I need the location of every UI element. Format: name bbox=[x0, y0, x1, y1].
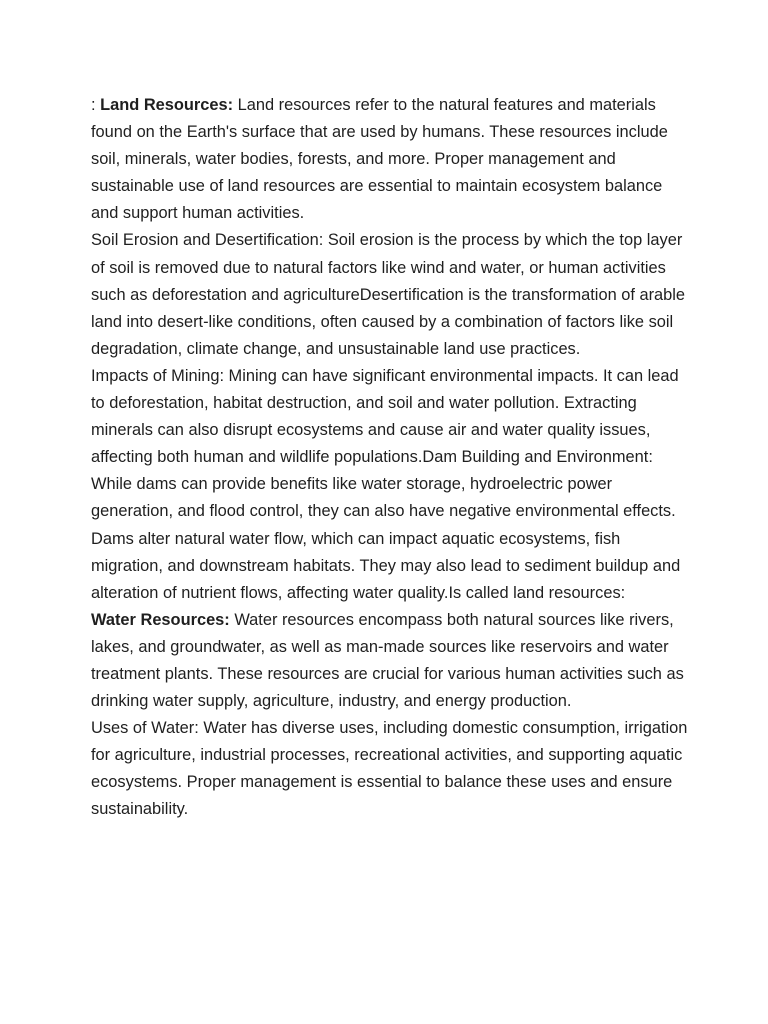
soil-erosion-paragraph: Soil Erosion and Desertification: Soil erosion is the process by which the top layer of soil is removed due to natural factors like wind and water, or human activities such as deforestation and agricultureDesertification is the transformation of arable land into desert-like conditions, often caused by a combination of factors like soil degradation, climate change, and unsustainable land use practices. bbox=[91, 231, 686, 358]
land-resources-heading: Land Resources: bbox=[100, 96, 234, 114]
mining-paragraph: Impacts of Mining: Mining can have significant environmental impacts. It can lead to deforestation, habitat destruction, and soil and water pollution. Extracting minerals can also disrupt ecosystems and cause air and water quality issues, affecting both human and wildlife populations.Dam Building and Environment: While dams can provide benefits like water storage, hydroelectric power generation, and flood control, they can also have negative environmental effects. Dams alter natural water flow, which can impact aquatic ecosystems, fish migration, and downstream habitats. They may also lead to sediment buildup and alteration of nutrient flows, affecting water quality.Is called land resources: bbox=[91, 366, 681, 602]
land-resources-text: Land resources refer to the natural features and materials found on the Earth's surface that are used by humans. These resources include soil, minerals, water bodies, forests, and more. Proper management and sustainable use of land resources are essential to maintain ecosystem balance and support human activities. bbox=[91, 96, 668, 223]
water-resources-heading: Water Resources: bbox=[91, 610, 230, 629]
water-resources-text: Water resources encompass both natural sources like rivers, lakes, and groundwater, as well as man-made sources like reservoirs and water treatment plants. These resources are crucial for various human activities such as drinking water supply, agriculture, industry, and energy production. bbox=[91, 610, 684, 711]
land-prefix: : bbox=[91, 96, 101, 114]
land-resources-paragraph bbox=[91, 92, 691, 227]
document-page bbox=[91, 92, 691, 824]
uses-of-water-paragraph: Uses of Water: Water has diverse uses, including domestic consumption, irrigation for agriculture, industrial processes, recreational activities, and supporting aquatic ecosystems. Proper management is essential to balance these uses and ensure sustainability. bbox=[91, 719, 688, 819]
water-resources-paragraph bbox=[91, 607, 691, 715]
